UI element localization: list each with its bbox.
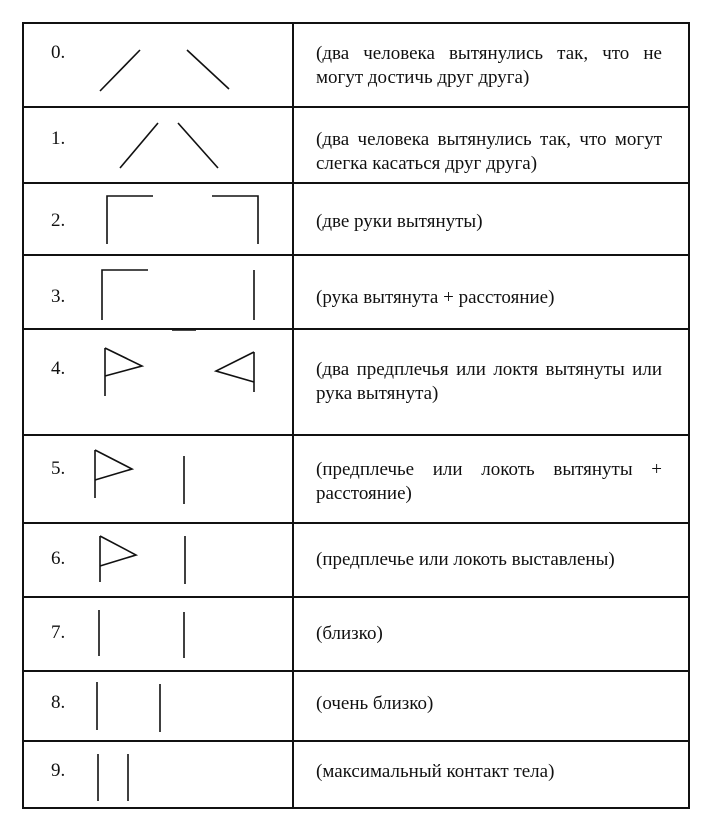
row-description: (два человека вытянулись так, что не могут достичь друг друга) [316,43,662,88]
forearm-extended-plus-distance-icon [24,436,292,522]
row-description: (предплечье или локоть вытянуты + расстояние) [316,459,662,504]
row-description: (близко) [316,623,383,644]
two-diagonals-touching-icon [24,108,292,182]
row-number: 7. [51,622,66,643]
table-row [24,670,688,740]
column-divider [292,330,294,434]
table-row [24,24,688,106]
two-arms-extended-icon [24,184,292,254]
row-description: (два предплечья или локтя вытянуты или рука вытянута) [316,359,662,404]
column-divider [292,24,294,106]
column-divider [292,672,294,740]
row-number: 3. [51,286,66,307]
row-number: 9. [51,760,66,781]
table-row [24,182,688,254]
row-number: 5. [51,458,66,479]
max-contact-lines-icon [24,742,292,807]
row-number: 1. [51,128,66,149]
table-row [24,106,688,182]
row-number: 4. [51,358,66,379]
very-close-lines-icon [24,672,292,740]
column-divider [292,108,294,182]
row-description: (два человека вытянулись так, что могут слегка касаться друг друга) [316,129,662,174]
row-number: 0. [51,42,66,63]
column-divider [292,184,294,254]
table-row [24,328,688,434]
column-divider [292,256,294,328]
row-description: (рука вытянута + расстояние) [316,287,555,308]
two-diagonals-apart-icon [24,24,292,106]
close-lines-icon [24,598,292,670]
row-description: (очень близко) [316,693,434,714]
row-description: (две руки вытянуты) [316,211,483,232]
table-row [24,596,688,670]
two-forearms-extended-icon [24,330,292,434]
column-divider [292,524,294,596]
row-number: 2. [51,210,66,231]
forearm-exposed-icon [24,524,292,596]
table-row [24,434,688,522]
column-divider [292,742,294,807]
row-number: 6. [51,548,66,569]
column-divider [292,598,294,670]
row-description: (предплечье или локоть выставлены) [316,549,615,570]
table-row [24,254,688,328]
table-row [24,740,688,807]
table-row [24,522,688,596]
row-description: (максимальный контакт тела) [316,761,555,782]
column-divider [292,436,294,522]
row-number: 8. [51,692,66,713]
arm-extended-plus-distance-icon [24,256,292,328]
proxemic-scale-table [22,22,690,809]
